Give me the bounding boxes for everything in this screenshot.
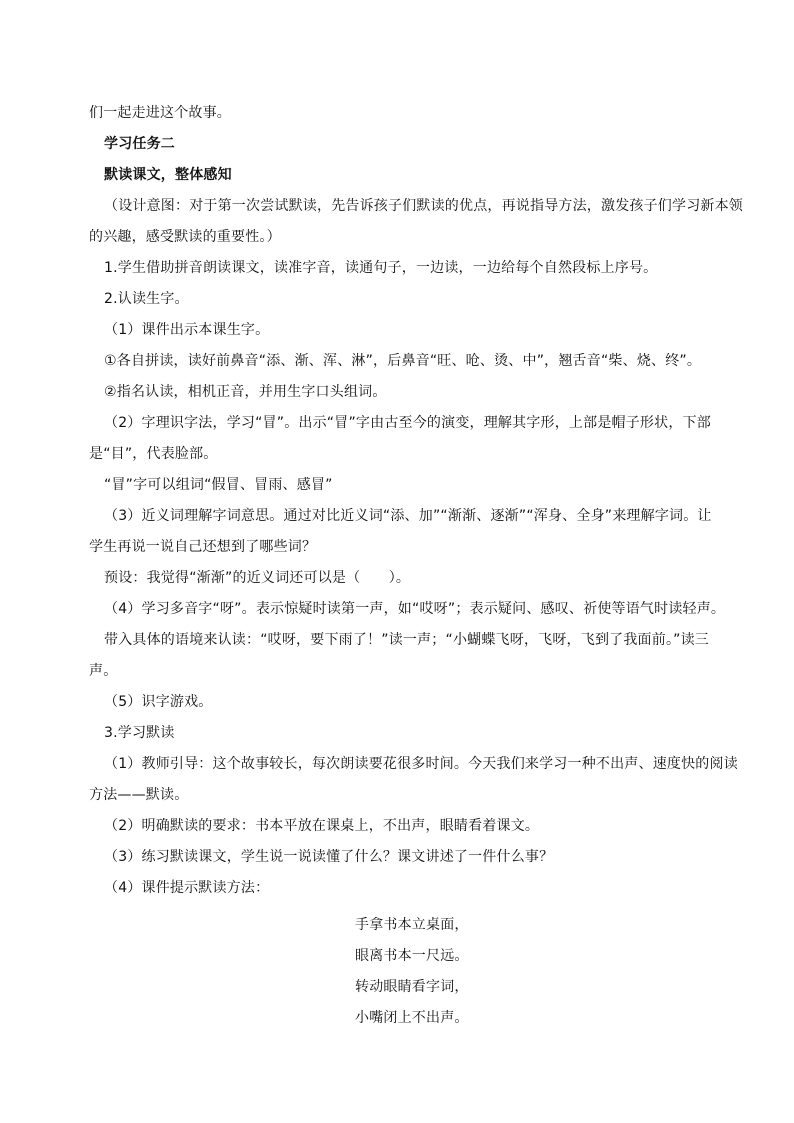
substep-line: （4）课件提示默读方法： [104,880,270,896]
poem-line: 眼离书本一尺远。 [355,948,469,964]
design-intent-line: 的兴趣，感受默读的重要性。） [89,229,281,245]
paragraph-line: 预设：我觉得“渐渐”的近义词还可以是（ ）。 [104,570,411,586]
substep-line: （1）课件出示本课生字。 [104,322,270,338]
substep-line: （2）字理识字法，学习“冒”。出示“冒”字由古至今的演变，理解其字形，上部是帽子形状，下部 [104,415,711,431]
paragraph-line: 方法——默读。 [89,787,189,803]
poem-line: 转动眼睛看字词， [355,979,469,995]
substep-line: （2）明确默读的要求：书本平放在课桌上，不出声，眼睛看着课文。 [104,818,540,834]
section-heading: 学习任务二 [104,136,175,152]
substep-line: （5）识字游戏。 [104,694,213,710]
design-intent-line: （设计意图：对于第一次尝试默读，先告诉孩子们默读的优点，再说指导方法，激发孩子们学习新本领 [104,198,743,214]
step-line: 1.学生借助拼音朗读课文，读准字音，读通句子，一边读，一边给每个自然段标上序号。 [104,260,658,276]
section-subheading: 默读课文，整体感知 [104,167,232,183]
poem-line: 手拿书本立桌面， [355,917,469,933]
paragraph-line: 学生再说一说自己还想到了哪些词？ [89,539,317,555]
substep-line: （1）教师引导：这个故事较长，每次朗读要花很多时间。今天我们来学习一种不出声、速度快的阅读 [104,756,738,772]
substep-line: ②指名认读，相机正音，并用生字口头组词。 [104,384,387,400]
paragraph-line: 带入具体的语境来认读：“哎呀，要下雨了！”读一声；“小蝴蝶飞呀，飞呀，飞到了我面前。”读三 [104,632,710,648]
paragraph-line: “冒”字可以组词“假冒、冒雨、感冒” [104,477,333,493]
substep-line: ①各自拼读，读好前鼻音“添、渐、浑、淋”，后鼻音“旺、呛、烫、中”，翘舌音“柴、烧、终”。 [104,353,702,369]
step-line: 2.认读生字。 [104,291,189,307]
step-line: 3.学习默读 [104,725,175,741]
substep-line: （4）学习多音字“呀”。表示惊疑时读第一声，如“哎呀”；表示疑问、感叹、祈使等语气时读轻声。 [104,601,726,617]
substep-line: （3）练习默读课文，学生说一说读懂了什么？课文讲述了一件什么事？ [104,849,554,865]
paragraph-line: 是“目”，代表脸部。 [89,446,218,462]
paragraph-line: 们一起走进这个故事。 [89,105,231,121]
paragraph-line: 声。 [89,663,118,679]
poem-line: 小嘴闭上不出声。 [355,1010,469,1026]
substep-line: （3）近义词理解字词意思。通过对比近义词“添、加”“渐渐、逐渐”“浑身、全身”来理解字词。让 [104,508,712,524]
